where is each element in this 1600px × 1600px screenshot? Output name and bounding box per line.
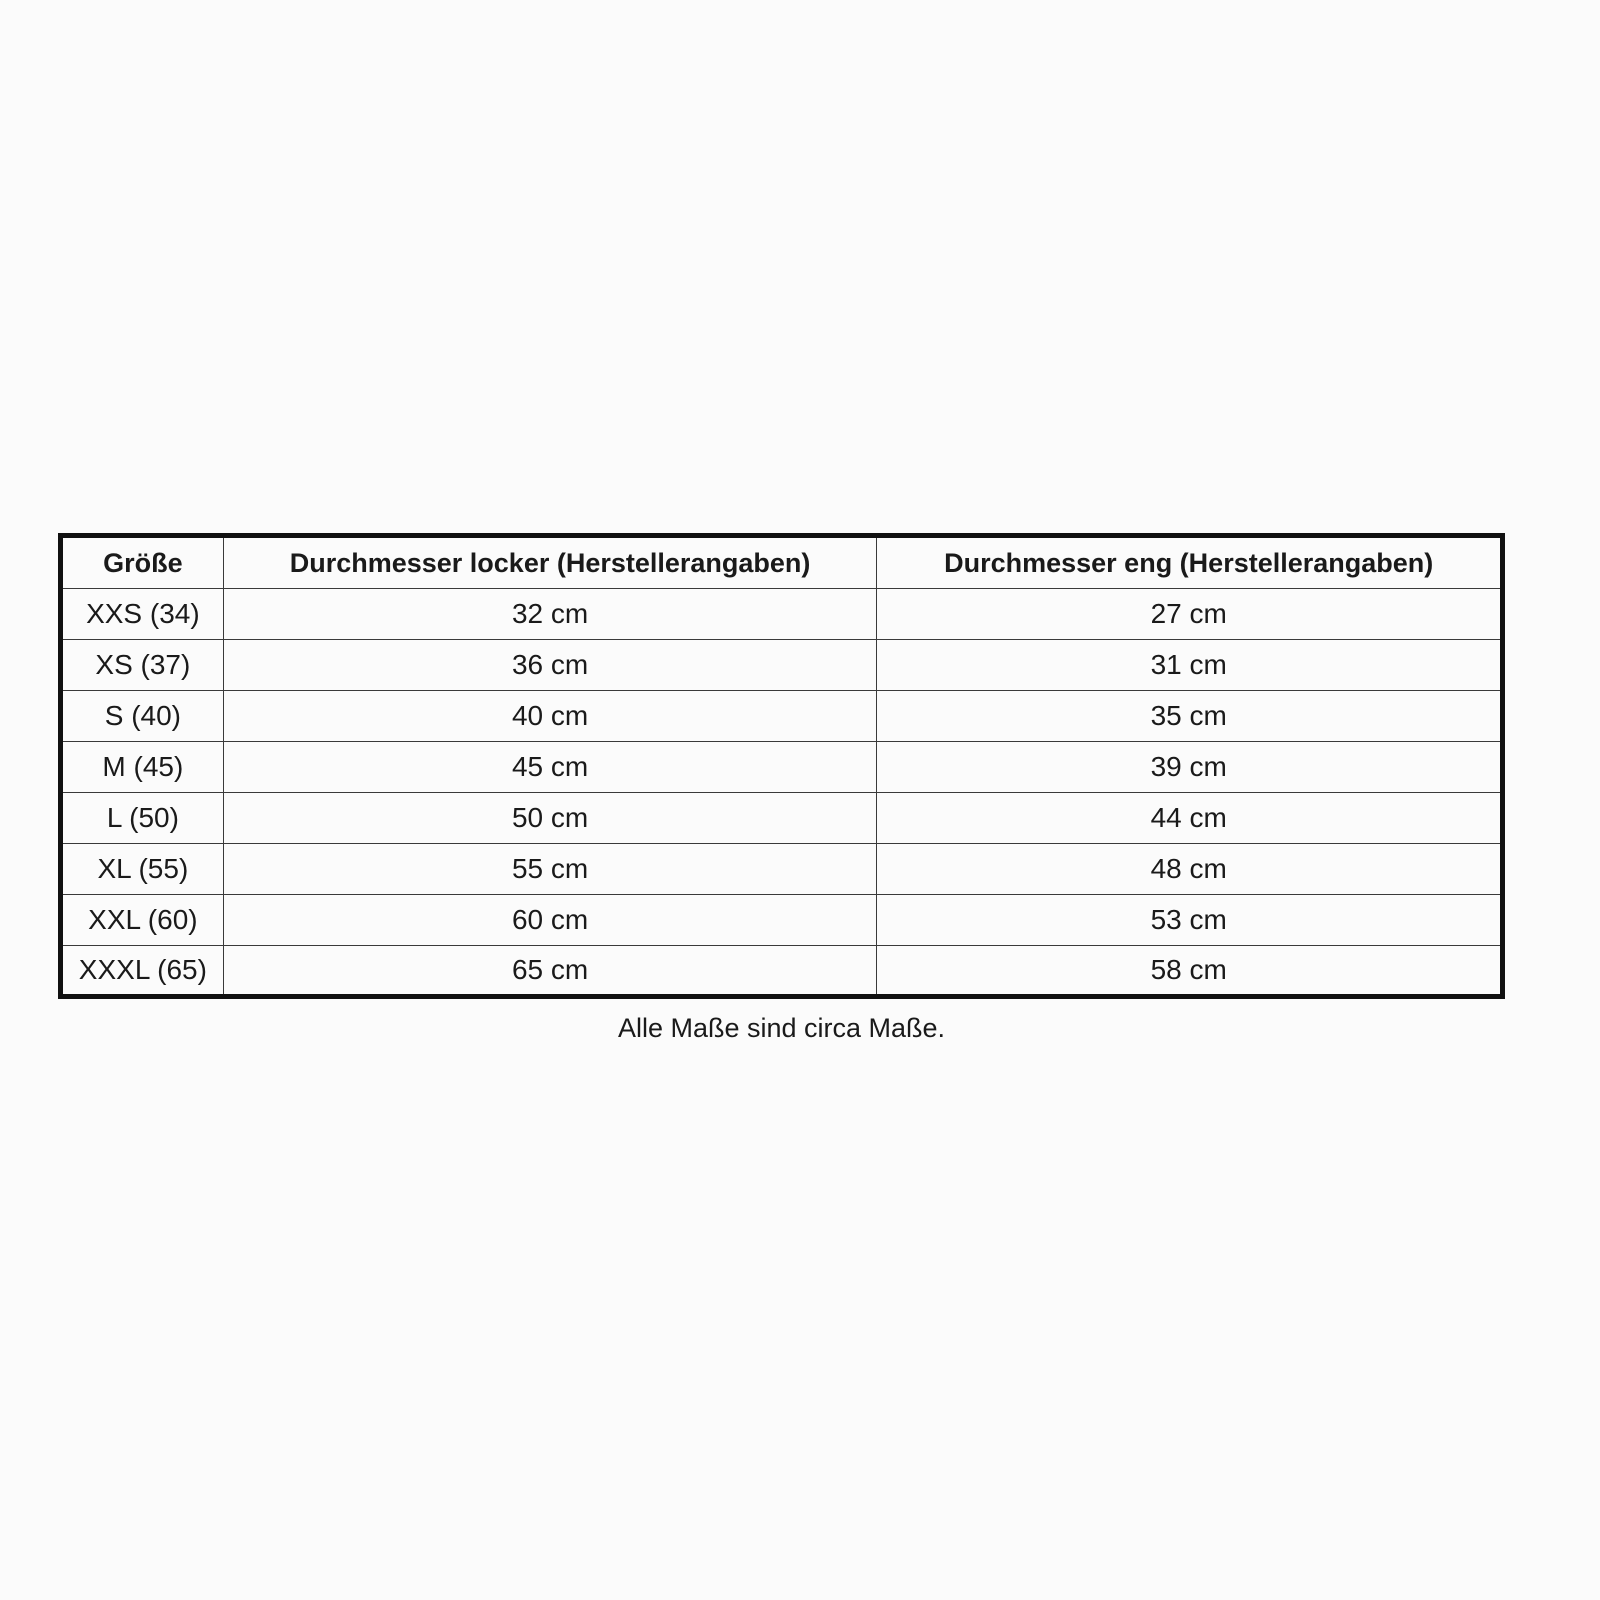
table-header-row — [61, 536, 1503, 589]
diameter-loose-cell: 45 cm — [223, 742, 877, 793]
size-cell: XXS (34) — [61, 589, 224, 640]
size-cell: XL (55) — [61, 844, 224, 895]
table-row — [61, 946, 1503, 997]
diameter-tight-cell: 53 cm — [877, 895, 1503, 946]
diameter-loose-cell: 50 cm — [223, 793, 877, 844]
size-cell: XXXL (65) — [61, 946, 224, 997]
size-cell: S (40) — [61, 691, 224, 742]
diameter-tight-cell: 35 cm — [877, 691, 1503, 742]
column-header-diameter-loose: Durchmesser locker (Herstellerangaben) — [223, 536, 877, 589]
table-row — [61, 793, 1503, 844]
diameter-tight-cell: 39 cm — [877, 742, 1503, 793]
diameter-tight-cell: 58 cm — [877, 946, 1503, 997]
diameter-tight-cell: 44 cm — [877, 793, 1503, 844]
size-cell: L (50) — [61, 793, 224, 844]
table-row — [61, 895, 1503, 946]
diameter-tight-cell: 48 cm — [877, 844, 1503, 895]
size-cell: M (45) — [61, 742, 224, 793]
table-row — [61, 742, 1503, 793]
table-row — [61, 844, 1503, 895]
diameter-loose-cell: 60 cm — [223, 895, 877, 946]
diameter-loose-cell: 65 cm — [223, 946, 877, 997]
table-row — [61, 640, 1503, 691]
table-row — [61, 589, 1503, 640]
column-header-diameter-tight: Durchmesser eng (Herstellerangaben) — [877, 536, 1503, 589]
diameter-tight-cell: 27 cm — [877, 589, 1503, 640]
column-header-size: Größe — [61, 536, 224, 589]
diameter-tight-cell: 31 cm — [877, 640, 1503, 691]
diameter-loose-cell: 55 cm — [223, 844, 877, 895]
table-row — [61, 691, 1503, 742]
size-table — [58, 533, 1505, 999]
diameter-loose-cell: 36 cm — [223, 640, 877, 691]
size-cell: XXL (60) — [61, 895, 224, 946]
footnote: Alle Maße sind circa Maße. — [617, 1013, 946, 1043]
size-cell: XS (37) — [61, 640, 224, 691]
diameter-loose-cell: 40 cm — [223, 691, 877, 742]
diameter-loose-cell: 32 cm — [223, 589, 877, 640]
